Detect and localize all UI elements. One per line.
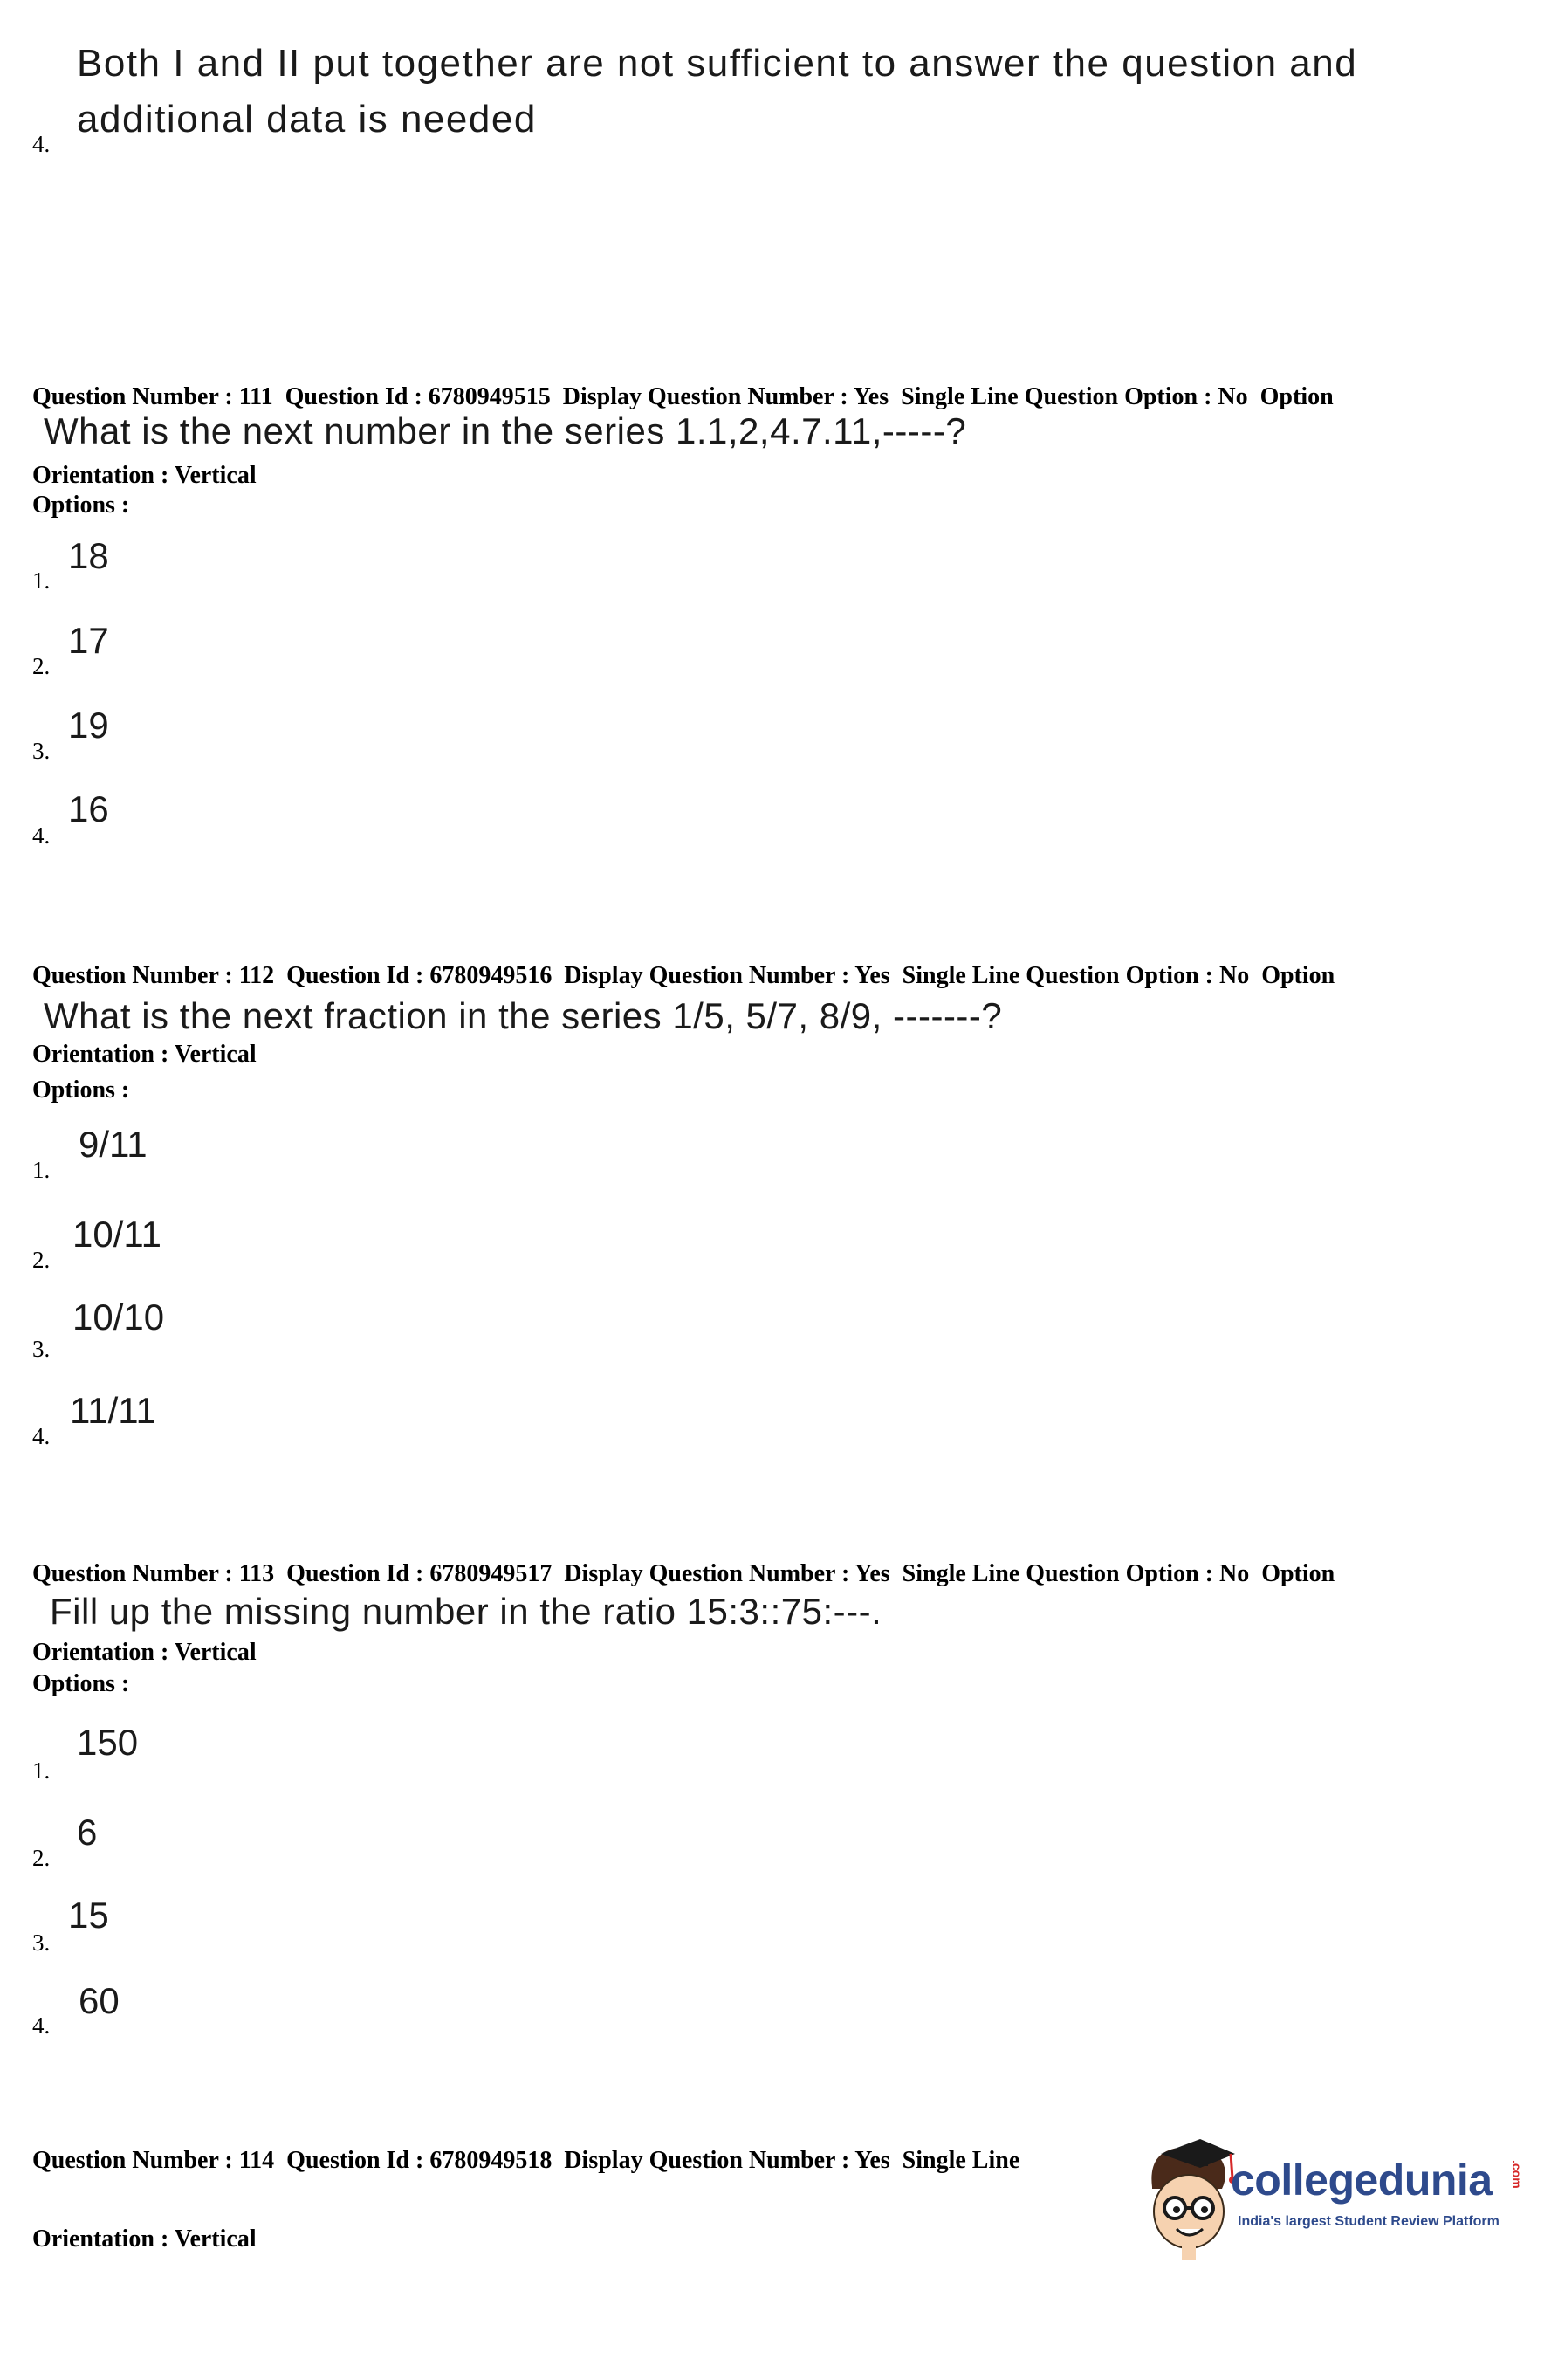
option-value: 6 [77, 1812, 98, 1853]
option-value: 11/11 [70, 1390, 156, 1431]
meta-line1: Question Number : 113 Question Id : 6780949517 Display Question Number : Yes Single Line Question Option : No Option [32, 1560, 1335, 1587]
option-number: 4. [32, 1423, 51, 1449]
question-111-text: What is the next number in the series 1.1,2,4.7.11,-----? [44, 410, 967, 451]
meta-line2: Orientation : Vertical [32, 2225, 257, 2253]
logo-tagline: India's largest Student Review Platform [1238, 2214, 1500, 2229]
option-number: 3. [32, 738, 51, 764]
question-112-text: What is the next fraction in the series 1/5, 5/7, 8/9, -------? [44, 995, 1003, 1036]
meta-line1: Question Number : 111 Question Id : 6780949515 Display Question Number : Yes Single Line Question Option : No Option [32, 383, 1334, 410]
option-value: 60 [79, 1980, 120, 2021]
option-value: 15 [68, 1895, 109, 1936]
meta-line1: Question Number : 114 Question Id : 6780949518 Display Question Number : Yes Single Line [32, 2147, 1020, 2174]
option-value: 17 [68, 620, 109, 661]
meta-line1: Question Number : 112 Question Id : 6780949516 Display Question Number : Yes Single Line Question Option : No Option [32, 962, 1335, 989]
meta-line2: Orientation : Vertical [32, 1639, 257, 1666]
option-value: 19 [68, 705, 109, 746]
top-option-number: 4. [32, 131, 51, 157]
meta-line2: Orientation : Vertical [32, 462, 257, 489]
top-option-text-line2: additional data is needed [77, 98, 537, 141]
option-value: 16 [68, 788, 109, 829]
options-label: Options : [32, 1077, 130, 1104]
option-number: 1. [32, 1757, 51, 1784]
option-number: 1. [32, 1157, 51, 1183]
option-number: 3. [32, 1336, 51, 1362]
option-number: 2. [32, 653, 51, 679]
question-114-meta [32, 2095, 1019, 2279]
top-option-text-line1: Both I and II put together are not sufficient to answer the question and [77, 42, 1358, 85]
option-value: 10/11 [72, 1214, 161, 1255]
option-number: 1. [32, 567, 51, 594]
logo-suffix: .com [1510, 2160, 1524, 2189]
option-value: 9/11 [79, 1124, 148, 1165]
question-113-text: Fill up the missing number in the ratio 15:3::75:---. [50, 1591, 882, 1632]
option-value: 150 [77, 1722, 139, 1763]
option-number: 4. [32, 2012, 51, 2039]
option-value: 18 [68, 535, 109, 576]
collegedunia-logo [1126, 2130, 1536, 2279]
meta-line2: Orientation : Vertical [32, 1041, 257, 1068]
option-number: 2. [32, 1247, 51, 1273]
options-label: Options : [32, 1670, 130, 1697]
option-number: 4. [32, 822, 51, 849]
logo-name: collegedunia [1231, 2156, 1493, 2205]
option-value: 10/10 [72, 1297, 165, 1338]
option-number: 3. [32, 1929, 51, 1956]
student-mascot-icon [1135, 2135, 1239, 2266]
options-label: Options : [32, 492, 130, 519]
option-number: 2. [32, 1845, 51, 1871]
